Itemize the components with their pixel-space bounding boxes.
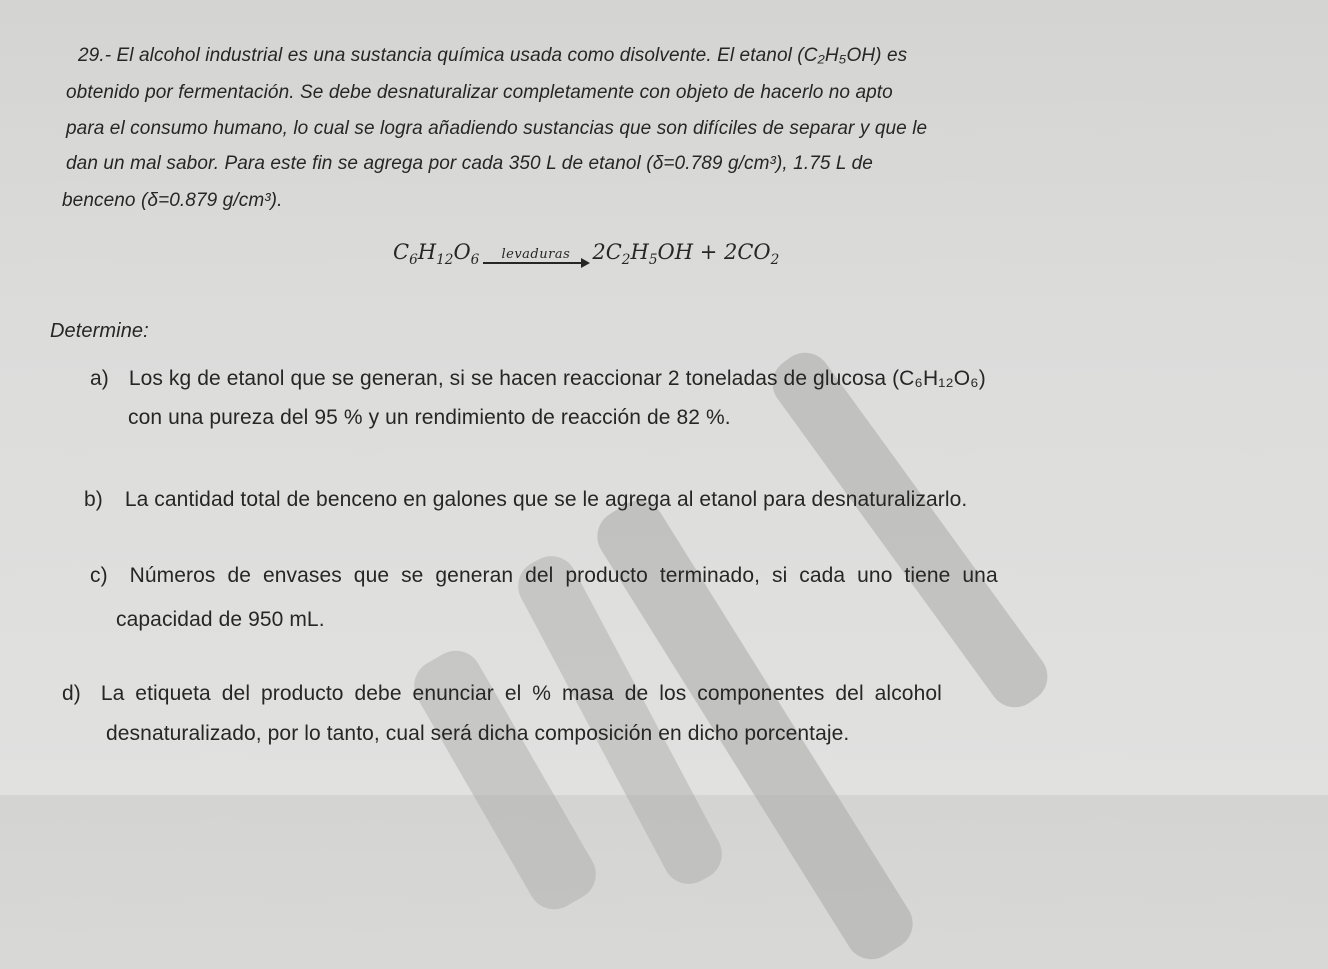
item-c-line-1 — [90, 564, 998, 588]
intro-line-3 — [66, 118, 927, 140]
intro-text: dan un mal sabor. Para este fin se agrega por cada 350 L de etanol (δ=0.789 g/cm³), 1.75 L de — [66, 153, 873, 174]
arrow-label: levaduras — [501, 247, 571, 263]
item-text: capacidad de 950 mL. — [116, 608, 325, 631]
shadow-band — [762, 342, 1057, 717]
item-text: con una pureza del 95 % y un rendimiento de reacción de 82 %. — [128, 406, 731, 429]
products: $2C_2H_5OH + 2CO_2$ — [592, 240, 780, 269]
item-letter: d) — [62, 682, 81, 705]
reactant-glucose: $C_6H_{12}O_6$ — [393, 240, 480, 269]
item-text: La cantidad total de benceno en galones que se le agrega al etanol para desnaturalizarlo. — [124, 488, 968, 511]
intro-line-1 — [78, 45, 907, 67]
intro-line-5 — [62, 190, 283, 212]
item-text: Números de envases que se generan del producto terminado, si cada uno tiene una — [129, 564, 998, 587]
item-text: Los kg de etanol que se generan, si se hacen reaccionar 2 toneladas de glucosa (C₆H₁₂O₆) — [128, 367, 986, 390]
item-a-line-2 — [128, 406, 731, 430]
item-letter: a) — [90, 367, 109, 390]
item-c-line-2 — [116, 608, 325, 632]
problem-number: 29.- — [78, 45, 112, 66]
intro-line-2 — [66, 82, 893, 104]
intro-line-4 — [66, 153, 873, 175]
intro-text: obtenido por fermentación. Se debe desnaturalizar completamente con objeto de hacerlo no apto — [66, 82, 893, 103]
item-d-line-2 — [106, 722, 849, 746]
chemical-equation — [393, 240, 779, 268]
intro-text: El alcohol industrial es una sustancia química usada como disolvente. El etanol (C₂H₅OH) es — [116, 45, 908, 66]
item-text: desnaturalizado, por lo tanto, cual será dicha composición en dicho porcentaje. — [106, 722, 850, 745]
intro-text: benceno (δ=0.879 g/cm³). — [62, 190, 283, 211]
item-d-line-1 — [62, 682, 942, 706]
item-b-line-1 — [84, 488, 967, 512]
item-text: La etiqueta del producto debe enunciar el % masa de los componentes del alcohol — [100, 682, 942, 705]
arrow-icon — [483, 262, 588, 264]
reaction-arrow — [483, 247, 588, 264]
determine-label: Determine: — [50, 320, 149, 342]
item-a-line-1 — [90, 367, 986, 391]
intro-text: para el consumo humano, lo cual se logra añadiendo sustancias que son difíciles de separar y que le — [66, 118, 928, 139]
item-letter: b) — [84, 488, 103, 511]
item-letter: c) — [90, 564, 108, 587]
